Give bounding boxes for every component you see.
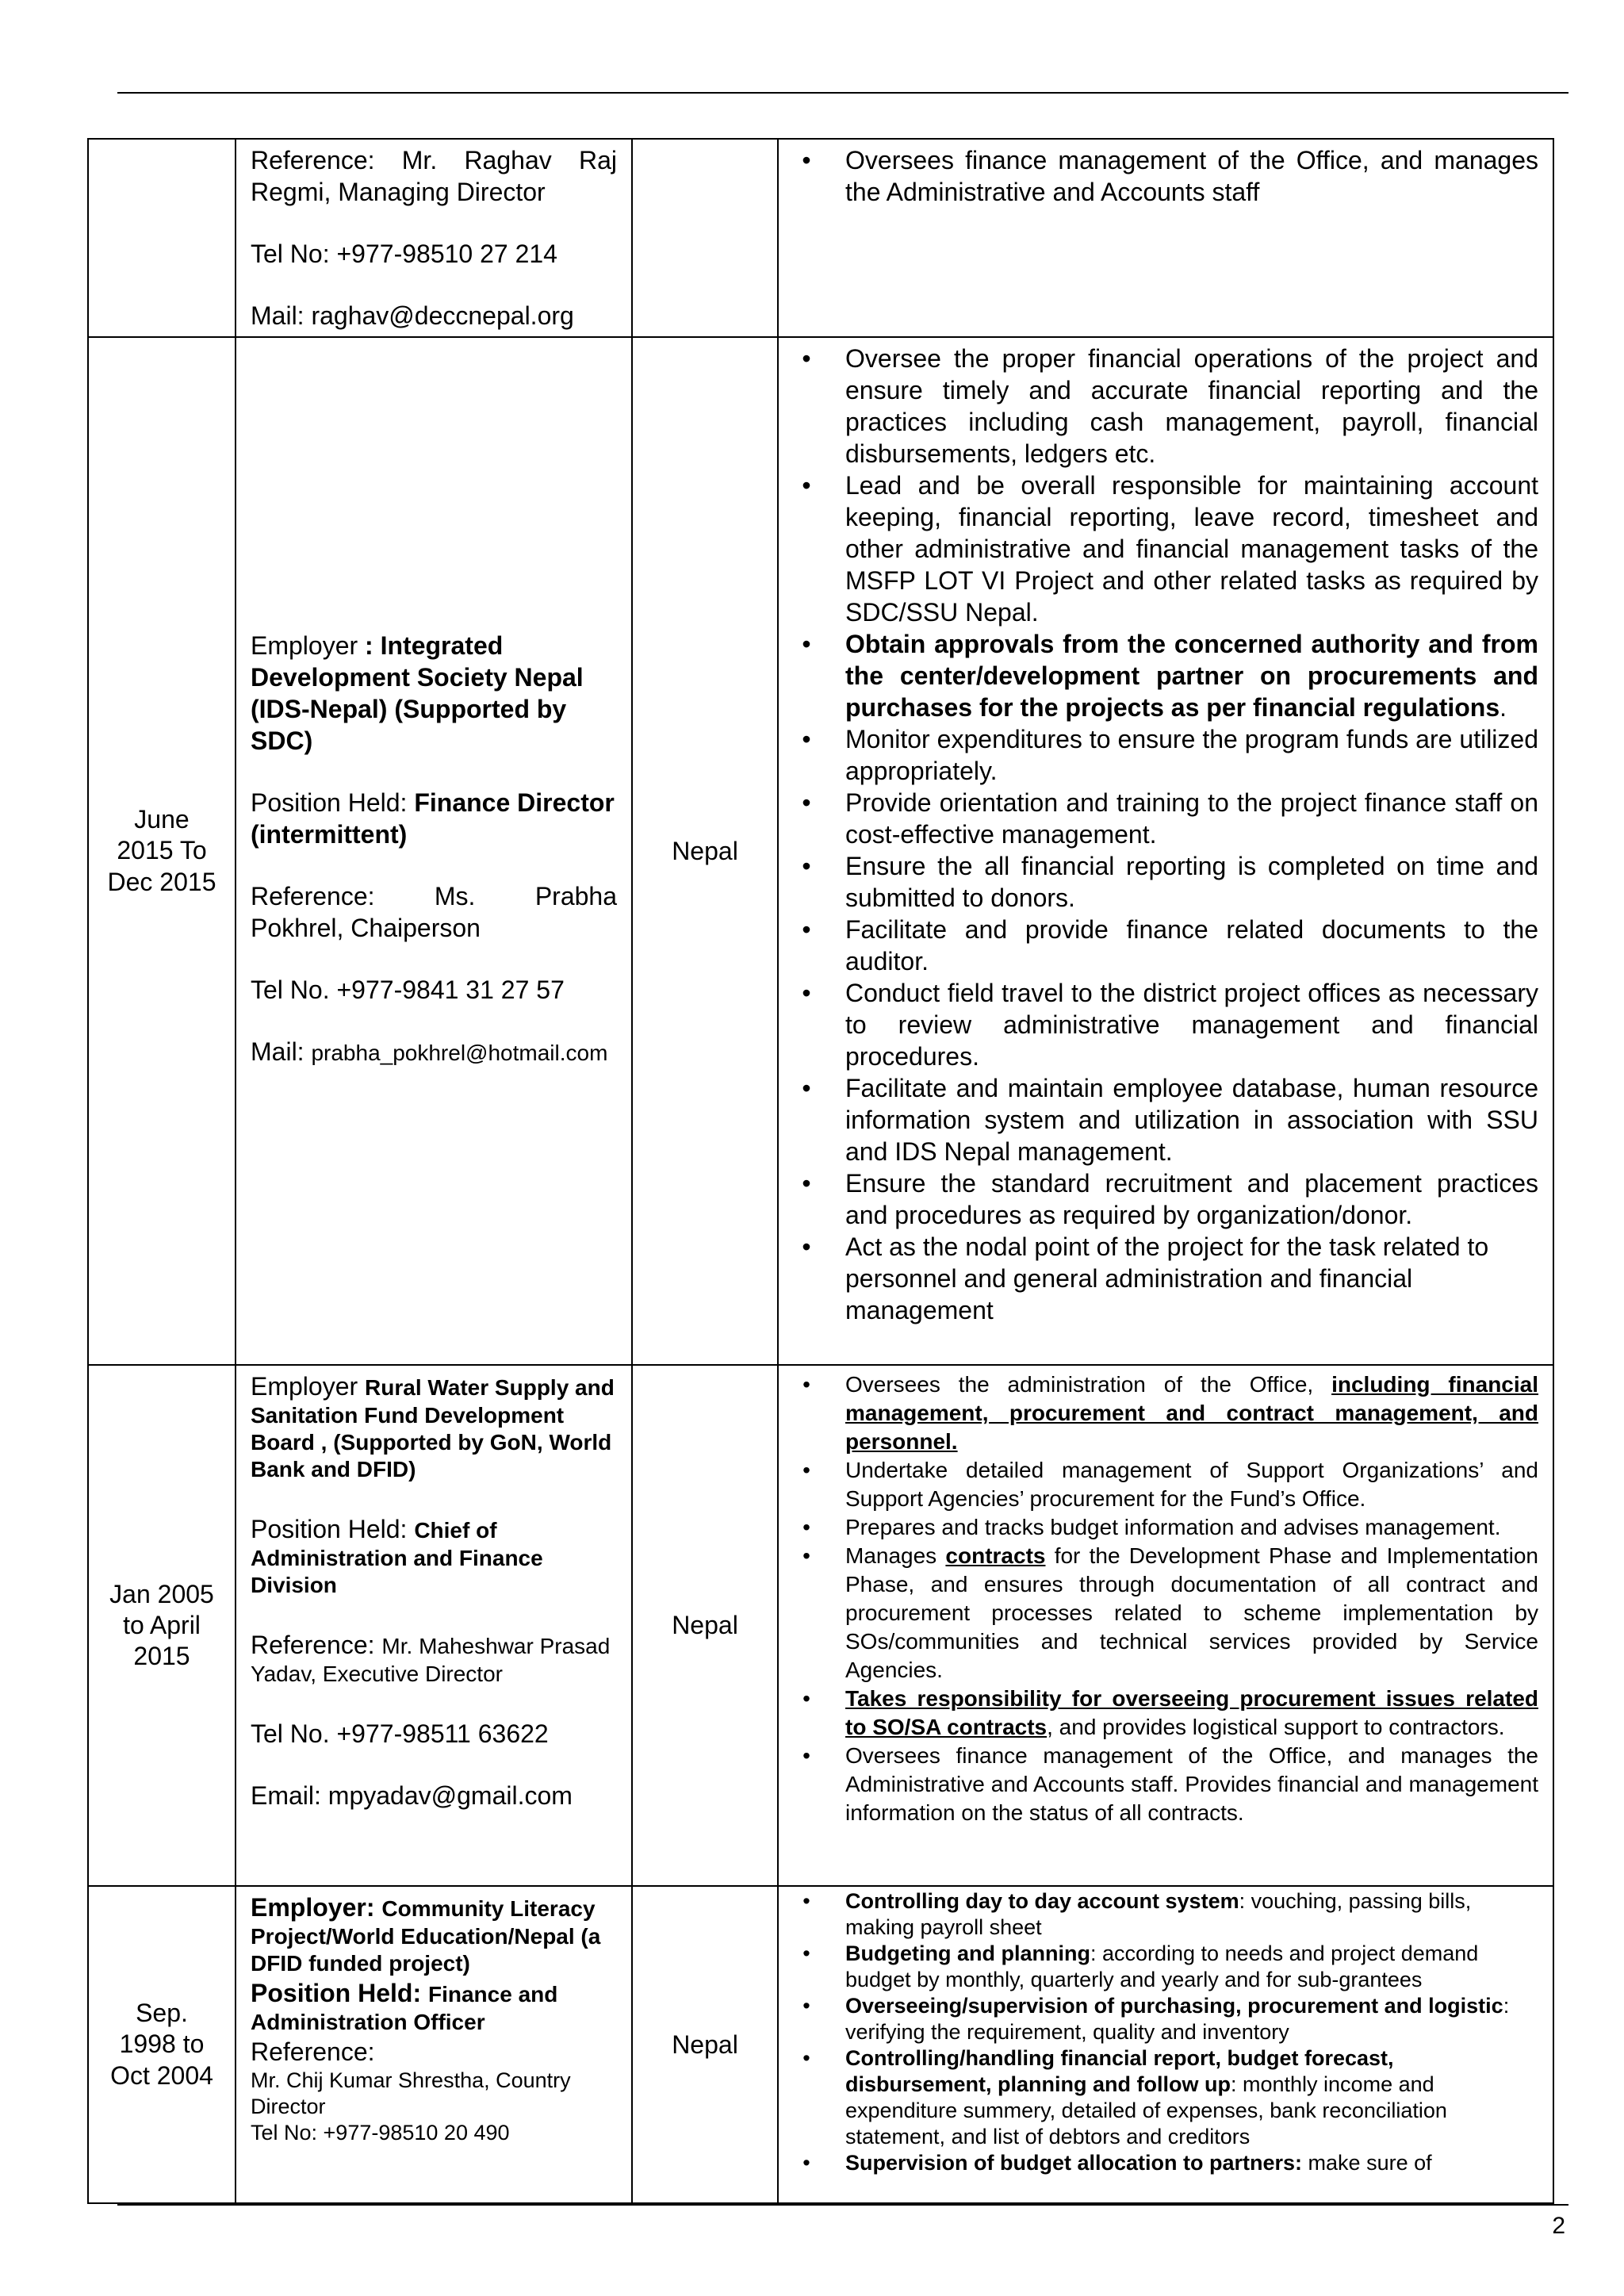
location-cell: [632, 139, 778, 337]
bullet-icon: •: [802, 915, 811, 944]
reference-line: Reference: Mr. Raghav Raj: [251, 146, 617, 174]
bullet-icon: •: [802, 1743, 810, 1768]
employer-cell: [236, 1886, 632, 2203]
duties-cell: [778, 337, 1553, 1365]
mail-line: Mail: raghav@deccnepal.org: [251, 301, 574, 330]
bullet-icon: •: [802, 979, 811, 1007]
page-number: 2: [1552, 2213, 1565, 2239]
bullet-icon: •: [802, 852, 811, 880]
bullet-icon: •: [802, 344, 811, 373]
bullet-icon: •: [802, 146, 811, 174]
position-label: Position Held:: [251, 788, 415, 817]
list-item: • Act as the nodal point of the project for the task related to personnel and general administration and financial management: [795, 1231, 1538, 1326]
bullet-icon: •: [802, 1169, 811, 1198]
table-row: [88, 139, 1553, 337]
date-cell: Jan 2005 to April 2015: [88, 1365, 236, 1886]
bullet-icon: •: [802, 1543, 810, 1568]
employer-cell: [236, 337, 632, 1365]
employer-name: Community Literacy Project/World Education/Nepal (a DFID funded project): [251, 1896, 601, 1976]
duties-cell: [778, 1365, 1553, 1886]
list-item: • Conduct field travel to the district project offices as necessary to review administrative management and financial procedures.: [795, 977, 1538, 1072]
tel-line: Tel No: +977-98510 20 490: [251, 2121, 510, 2145]
employer-cell: [236, 1365, 632, 1886]
list-item: • Monitor expenditures to ensure the program funds are utilized appropriately.: [795, 723, 1538, 787]
tel-line: Tel No. +977-9841 31 27 57: [251, 976, 565, 1004]
bullet-icon: •: [802, 1994, 810, 2018]
bullet-icon: •: [802, 1941, 810, 1965]
position-title: Finance Director (intermittent): [251, 788, 615, 849]
list-item: • Manages contracts for the Development Phase and Implementation Phase, and ensures through documentation of all contract and procurement processes related to scheme implementation by SOs/communities and technical services provided by Service Agencies.: [795, 1542, 1538, 1685]
bullet-icon: •: [802, 2046, 810, 2070]
list-item: • Undertake detailed management of Support Organizations’ and Support Agencies’ procurement for the Fund’s Office.: [795, 1456, 1538, 1513]
list-item: • Oversees finance management of the Office, and manages the Administrative and Accounts staff: [795, 144, 1538, 208]
bullet-icon: •: [802, 1458, 810, 1482]
list-item: • Ensure the standard recruitment and placement practices and procedures as required by organization/donor.: [795, 1167, 1538, 1231]
list-item: • Oversees finance management of the Office, and manages the Administrative and Accounts staff. Provides financial and management information on the status of all contracts.: [795, 1742, 1538, 1827]
reference-name: Mr. Chij Kumar Shrestha, Country Director: [251, 2068, 571, 2118]
reference-label: Reference:: [251, 1631, 382, 1659]
list-item: • Facilitate and provide finance related documents to the auditor.: [795, 914, 1538, 977]
date-cell: June 2015 To Dec 2015: [88, 337, 236, 1365]
list-item: • Supervision of budget allocation to partners: make sure of: [795, 2150, 1538, 2176]
reference-label: Reference:: [251, 2037, 375, 2066]
tel-line: Tel No. +977-98511 63622: [251, 1719, 549, 1748]
employment-history-table: [87, 138, 1554, 2204]
list-item: • Controlling day to day account system: vouching, passing bills, making payroll sheet: [795, 1888, 1538, 1941]
employer-label: Employer: [251, 1372, 366, 1401]
table-row: [88, 337, 1553, 1365]
bullet-icon: •: [802, 725, 811, 753]
mail-label: Mail:: [251, 1037, 312, 1066]
duties-cell: [778, 139, 1553, 337]
bullet-icon: •: [802, 1074, 811, 1102]
bullet-icon: •: [802, 788, 811, 817]
list-item: • Lead and be overall responsible for maintaining account keeping, financial reporting, leave record, timesheet and other administrative and financial management tasks of the MSFP LOT VI Project and other related tasks as required by SDC/SSU Nepal.: [795, 470, 1538, 628]
bullet-icon: •: [802, 1515, 810, 1539]
list-item: • Overseeing/supervision of purchasing, procurement and logistic: verifying the requirement, quality and inventory: [795, 1993, 1538, 2045]
employer-label: Employer: [251, 631, 358, 660]
location-cell: Nepal: [632, 1886, 778, 2203]
list-item: • Oversee the proper financial operations of the project and ensure timely and accurate financial reporting and the practices including cash management, payroll, financial disbursements, ledgers etc.: [795, 343, 1538, 470]
location-cell: Nepal: [632, 1365, 778, 1886]
reference-name: Mr. Maheshwar Prasad Yadav, Executive Director: [251, 1634, 611, 1686]
employer-name: Rural Water Supply and Sanitation Fund Development Board , (Supported by GoN, World Bank and DFID): [251, 1375, 615, 1481]
date-cell: Sep. 1998 to Oct 2004: [88, 1886, 236, 2203]
position-title: Chief of Administration and Finance Division: [251, 1518, 543, 1597]
employer-name: : Integrated Development Society Nepal (IDS-Nepal) (Supported by SDC): [251, 631, 584, 755]
list-item: • Takes responsibility for overseeing procurement issues related to SO/SA contracts, and provides logistical support to contractors.: [795, 1685, 1538, 1742]
tel-line: Tel No: +977-98510 27 214: [251, 240, 557, 268]
bullet-icon: •: [802, 471, 811, 500]
duties-cell: [778, 1886, 1553, 2203]
list-item: • Oversees the administration of the Office, including financial management, procurement and contract management, and personnel.: [795, 1370, 1538, 1456]
bullet-icon: •: [802, 630, 811, 658]
bullet-icon: •: [802, 1372, 810, 1397]
mail-address: prabha_pokhrel@hotmail.com: [311, 1041, 608, 1065]
bullet-icon: •: [802, 2151, 810, 2175]
bullet-icon: •: [802, 1232, 811, 1261]
header-rule: [117, 92, 1568, 94]
list-item: • Provide orientation and training to the project finance staff on cost-effective management.: [795, 787, 1538, 850]
employer-label: Employer:: [251, 1893, 382, 1922]
email-line: Email: mpyadav@gmail.com: [251, 1781, 573, 1810]
date-cell: [88, 139, 236, 337]
list-item: • Obtain approvals from the concerned authority and from the center/development partner on procurements and purchases for the projects as per financial regulations.: [795, 628, 1538, 723]
list-item: • Ensure the all financial reporting is completed on time and submitted to donors.: [795, 850, 1538, 914]
bullet-icon: •: [802, 1889, 810, 1913]
employer-cell: [236, 139, 632, 337]
position-label: Position Held:: [251, 1515, 415, 1543]
table-row: [88, 1365, 1553, 1886]
table-row: [88, 1886, 1553, 2203]
position-label: Position Held:: [251, 1979, 428, 2007]
reference-line: Regmi, Managing Director: [251, 178, 546, 206]
reference-line: Pokhrel, Chaiperson: [251, 914, 481, 942]
position-title: Finance and Administration Officer: [251, 1982, 558, 2034]
footer-rule: [117, 2204, 1568, 2206]
list-item: • Budgeting and planning: according to needs and project demand budget by monthly, quarterly and yearly and for sub-grantees: [795, 1941, 1538, 1993]
bullet-icon: •: [802, 1686, 810, 1711]
reference-line: Reference: Ms. Prabha: [251, 882, 617, 910]
list-item: • Facilitate and maintain employee database, human resource information system and utilization in association with SSU and IDS Nepal management.: [795, 1072, 1538, 1167]
location-cell: Nepal: [632, 337, 778, 1365]
list-item: • Prepares and tracks budget information and advises management.: [795, 1513, 1538, 1542]
list-item: • Controlling/handling financial report, budget forecast, disbursement, planning and follow up: monthly income and expenditure summery, detailed of expenses, bank reconciliation statement, and list of debtors and creditors: [795, 2045, 1538, 2150]
